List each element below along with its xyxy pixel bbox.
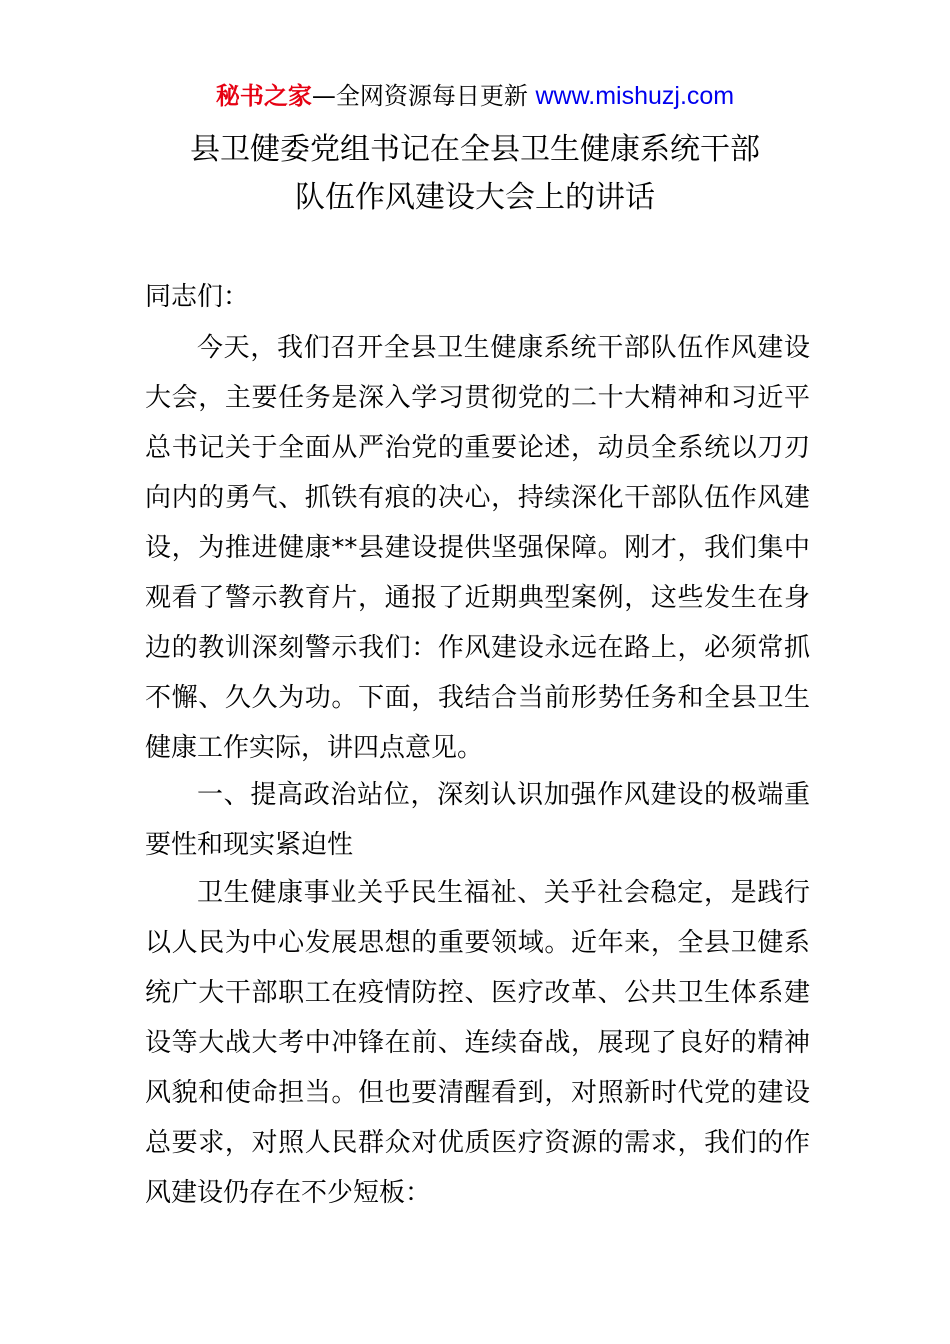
site-header — [0, 80, 950, 112]
site-slogan: —全网资源每日更新 — [311, 82, 528, 110]
section-heading-1: 一、提高政治站位，深刻认识加强作风建设的极端重要性和现实紧迫性 — [145, 780, 810, 860]
site-url-link[interactable]: www.mishuzj.com — [535, 82, 735, 110]
site-brand: 秘书之家 — [215, 82, 312, 110]
paragraph-intro: 今天，我们召开全县卫生健康系统干部队伍作风建设大会，主要任务是深入学习贯彻党的二十大精神和习近平总书记关于全面从严治党的重要论述，动员全系统以刀刃向内的勇气、抓铁有痕的决心，持续深化干部队伍作风建设，为推进健康**县建设提供坚强保障。刚才，我们集中观看了警示教育片，通报了近期典型案例，这些发生在身边的教训深刻警示我们：作风建设永远在路上，必须常抓不懈、久久为功。下面，我结合当前形势任务和全县卫生健康工作实际，讲四点意见。 — [145, 333, 810, 763]
document-title-line-1: 县卫健委党组书记在全县卫生健康系统干部 — [190, 132, 760, 167]
paragraph-section-1: 卫生健康事业关乎民生福祉、关乎社会稳定，是践行以人民为中心发展思想的重要领域。近年来，全县卫健系统广大干部职工在疫情防控、医疗改革、公共卫生体系建设等大战大考中冲锋在前、连续奋战，展现了良好的精神风貌和使命担当。但也要清醒看到，对照新时代党的建设总要求，对照人民群众对优质医疗资源的需求，我们的作风建设仍存在不少短板： — [145, 878, 810, 1208]
salutation: 同志们： — [145, 282, 250, 312]
document-title-line-2: 队伍作风建设大会上的讲话 — [295, 180, 655, 215]
